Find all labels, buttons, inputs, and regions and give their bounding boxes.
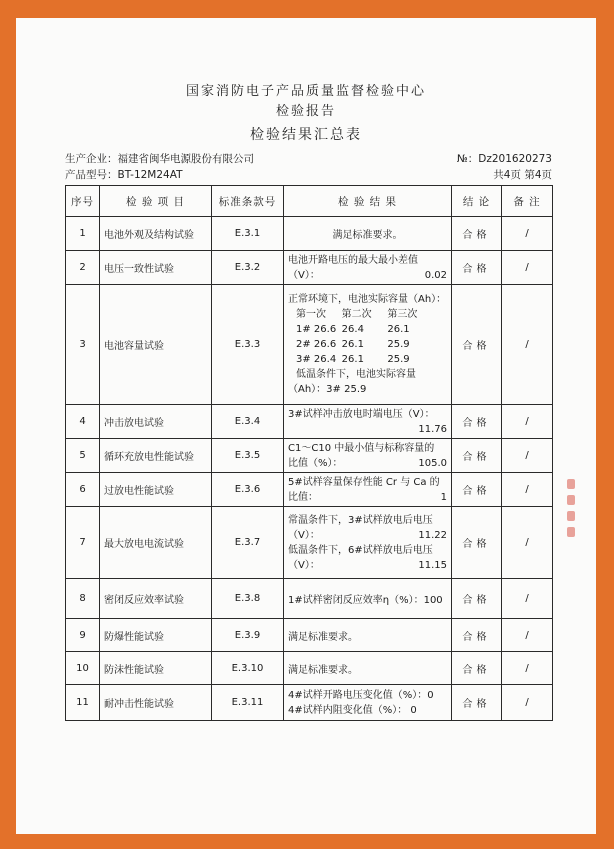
cell-conclusion: 合格 <box>452 217 502 251</box>
cell-remark: / <box>502 507 553 579</box>
capacity-header <box>288 307 447 322</box>
cell-remark: / <box>502 285 553 405</box>
table-row <box>66 217 553 251</box>
cell-result <box>284 251 452 285</box>
capacity-value: 26.1 <box>341 354 364 365</box>
result-value: 105.0 <box>418 457 447 469</box>
seal-stamp-fragment <box>564 473 578 563</box>
product-model: 产品型号：BT-12M24AT <box>65 169 183 181</box>
capacity-value: 26.4 <box>341 324 364 335</box>
capacity-row <box>288 337 447 352</box>
cell-clause: E.3.7 <box>212 507 284 579</box>
cell-no: 6 <box>66 473 100 507</box>
col-header-clause: 标准条款号 <box>212 186 284 217</box>
table-row <box>66 619 553 652</box>
table-row <box>66 652 553 685</box>
cell-clause: E.3.10 <box>212 652 284 685</box>
cell-item: 电池外观及结构试验 <box>100 217 212 251</box>
cell-conclusion: 合格 <box>452 507 502 579</box>
cell-remark: / <box>502 473 553 507</box>
col-header-item: 检 验 项 目 <box>100 186 212 217</box>
cell-conclusion: 合格 <box>452 439 502 473</box>
capacity-value: 2# 26.6 <box>296 339 337 350</box>
cell-clause: E.3.8 <box>212 579 284 619</box>
table-header-row <box>66 186 553 217</box>
report-number: №：Dz201620273 <box>456 153 552 165</box>
results-table <box>65 185 553 721</box>
result-line: 4#试样开路电压变化值（%）：0 <box>288 689 434 701</box>
capacity-value: 3# 26.4 <box>296 354 337 365</box>
result-label: （V）： <box>288 529 320 541</box>
cell-no: 9 <box>66 619 100 652</box>
result-label: 比值（%）： <box>288 457 343 469</box>
cell-clause: E.3.1 <box>212 217 284 251</box>
col-header-no: 序号 <box>66 186 100 217</box>
cell-remark: / <box>502 652 553 685</box>
result-line: C1～C10 中最小值与标称容量的 <box>288 442 435 454</box>
result-label: （V）： <box>288 559 320 571</box>
report-sheet <box>16 18 596 834</box>
cell-conclusion: 合格 <box>452 473 502 507</box>
result-line: 电池开路电压的最大最小差值 <box>288 254 418 266</box>
result-line: 低温条件下，6#试样放电后电压 <box>288 544 433 556</box>
cell-result <box>284 439 452 473</box>
result-line: 正常环境下，电池实际容量（Ah）： <box>288 294 447 305</box>
cell-clause: E.3.4 <box>212 405 284 439</box>
cell-item: 冲击放电试验 <box>100 405 212 439</box>
cell-result: 满足标准要求。 <box>284 619 452 652</box>
result-value: 0.02 <box>424 269 447 281</box>
cell-remark: / <box>502 405 553 439</box>
table-row <box>66 285 553 405</box>
cell-result <box>284 285 452 405</box>
table-row <box>66 405 553 439</box>
result-line: 3#试样冲击放电时端电压（V）： <box>288 408 435 420</box>
table-row <box>66 579 553 619</box>
result-line <box>288 268 447 283</box>
cell-remark: / <box>502 439 553 473</box>
cell-no: 2 <box>66 251 100 285</box>
col-header-result: 检 验 结 果 <box>284 186 452 217</box>
result-line <box>288 558 447 573</box>
cell-clause: E.3.6 <box>212 473 284 507</box>
cell-result: 满足标准要求。 <box>284 217 452 251</box>
manufacturer: 生产企业：福建省闽华电源股份有限公司 <box>65 153 254 165</box>
cell-result <box>284 685 452 721</box>
cell-item: 过放电性能试验 <box>100 473 212 507</box>
table-row <box>66 439 553 473</box>
cell-item: 电压一致性试验 <box>100 251 212 285</box>
result-line: 低温条件下，电池实际容量 <box>296 369 416 380</box>
cell-item: 防沫性能试验 <box>100 652 212 685</box>
col-header-conclusion: 结 论 <box>452 186 502 217</box>
cell-clause: E.3.3 <box>212 285 284 405</box>
cell-clause: E.3.2 <box>212 251 284 285</box>
cell-item: 循环充放电性能试验 <box>100 439 212 473</box>
cell-conclusion: 合格 <box>452 685 502 721</box>
cell-conclusion: 合格 <box>452 579 502 619</box>
table-row <box>66 251 553 285</box>
cell-item: 电池容量试验 <box>100 285 212 405</box>
result-value: 1 <box>440 491 447 503</box>
cell-remark: / <box>502 251 553 285</box>
cell-remark: / <box>502 685 553 721</box>
cell-no: 7 <box>66 507 100 579</box>
result-line <box>288 490 447 505</box>
cell-item: 耐冲击性能试验 <box>100 685 212 721</box>
cell-no: 4 <box>66 405 100 439</box>
cell-conclusion: 合格 <box>452 251 502 285</box>
cell-no: 3 <box>66 285 100 405</box>
table-row <box>66 685 553 721</box>
cell-no: 11 <box>66 685 100 721</box>
cell-result: 满足标准要求。 <box>284 652 452 685</box>
cell-remark: / <box>502 217 553 251</box>
result-value: 11.76 <box>418 423 447 435</box>
cell-no: 1 <box>66 217 100 251</box>
capacity-value: 1# 26.6 <box>296 324 337 335</box>
result-line: （Ah）：3# 25.9 <box>288 384 367 395</box>
result-line: 4#试样内阻变化值（%）： 0 <box>288 704 417 716</box>
table-row <box>66 507 553 579</box>
center-name: 国家消防电子产品质量监督检验中心 <box>185 84 426 99</box>
cell-conclusion: 合格 <box>452 405 502 439</box>
cell-remark: / <box>502 619 553 652</box>
capacity-col-3: 第三次 <box>387 309 418 320</box>
cell-item: 最大放电电流试验 <box>100 507 212 579</box>
cell-clause: E.3.5 <box>212 439 284 473</box>
result-line <box>288 528 447 543</box>
cell-no: 5 <box>66 439 100 473</box>
cell-conclusion: 合格 <box>452 652 502 685</box>
result-line <box>288 456 447 471</box>
cell-clause: E.3.9 <box>212 619 284 652</box>
cell-no: 8 <box>66 579 100 619</box>
cell-result <box>284 473 452 507</box>
result-value: 11.22 <box>418 529 447 541</box>
capacity-value: 26.1 <box>341 339 364 350</box>
table-row <box>66 473 553 507</box>
result-value: 11.15 <box>418 559 447 571</box>
result-label: （V）： <box>288 269 320 281</box>
report-title: 检验报告 <box>275 104 336 119</box>
capacity-row <box>288 322 447 337</box>
cell-item: 密闭反应效率试验 <box>100 579 212 619</box>
result-label: 比值： <box>288 491 318 503</box>
capacity-value: 26.1 <box>387 324 410 335</box>
cell-clause: E.3.11 <box>212 685 284 721</box>
cell-result: 1#试样密闭反应效率η（%）：100 <box>284 579 452 619</box>
col-header-remark: 备 注 <box>502 186 553 217</box>
capacity-value: 25.9 <box>387 339 410 350</box>
result-line: 5#试样容量保存性能 Cr 与 Ca 的 <box>288 476 440 488</box>
cell-item: 防爆性能试验 <box>100 619 212 652</box>
capacity-col-1: 第一次 <box>296 309 326 320</box>
capacity-value: 25.9 <box>387 354 410 365</box>
page-count: 共4页 第4页 <box>493 169 552 181</box>
cell-result <box>284 405 452 439</box>
summary-title: 检验结果汇总表 <box>250 127 362 143</box>
cell-result <box>284 507 452 579</box>
cell-conclusion: 合格 <box>452 285 502 405</box>
cell-conclusion: 合格 <box>452 619 502 652</box>
cell-no: 10 <box>66 652 100 685</box>
cell-remark: / <box>502 579 553 619</box>
result-line: 常温条件下，3#试样放电后电压 <box>288 514 433 526</box>
capacity-col-2: 第二次 <box>341 309 372 320</box>
capacity-row <box>288 352 447 367</box>
